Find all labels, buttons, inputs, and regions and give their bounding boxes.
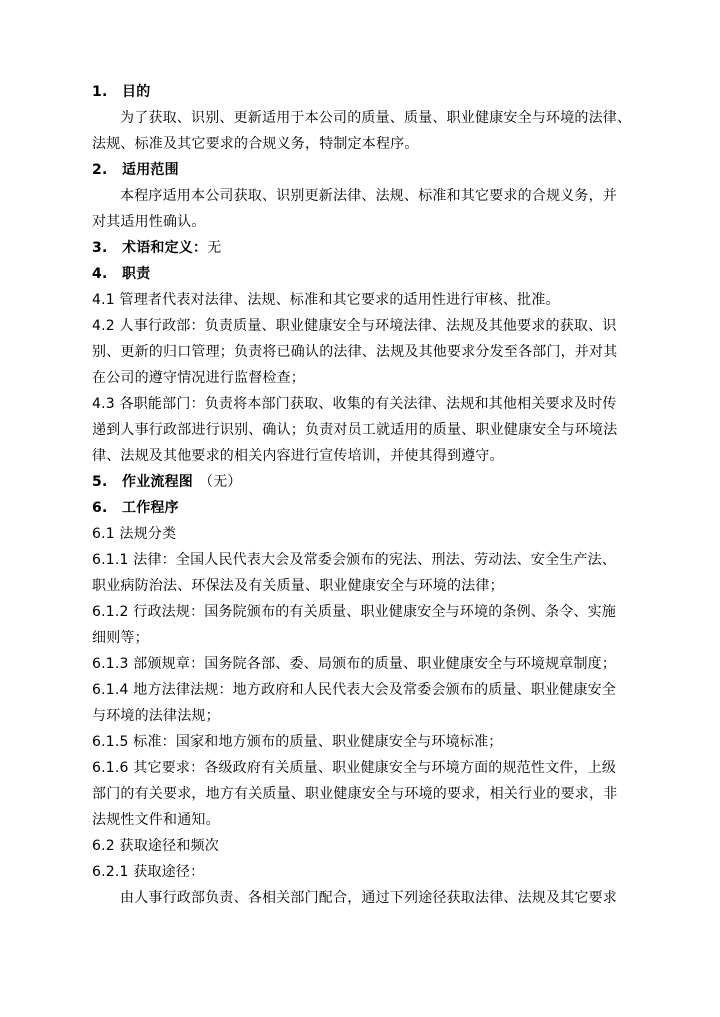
paragraph-line: 为了获取、识别、更新适用于本公司的质量、质量、职业健康安全与环境的法律、 <box>120 110 632 126</box>
paragraph-line: 6.1.6 其它要求：各级政府有关质量、职业健康安全与环境方面的规范性文件，上级 <box>92 760 617 776</box>
paragraph-line: 4.1 管理者代表对法律、法规、标准和其它要求的适用性进行审核、批准。 <box>92 292 560 308</box>
paragraph-line: 法规性文件和通知。 <box>92 812 220 828</box>
paragraph-line: 6.2 获取途径和频次 <box>92 838 219 854</box>
paragraph-line: 6.1.3 部颁规章：国务院各部、委、局颁布的质量、职业健康安全与环境规章制度； <box>92 656 617 672</box>
section-1-heading: 1. 目的 <box>92 84 151 100</box>
paragraph-line: 6.1.2 行政法规：国务院颁布的有关质量、职业健康安全与环境的条例、条令、实施 <box>92 604 617 620</box>
paragraph-line: 别、更新的归口管理；负责将已确认的法律、法规及其他要求分发至各部门，并对其 <box>92 344 618 360</box>
paragraph-line: 由人事行政部负责、各相关部门配合，通过下列途径获取法律、法规及其它要求 <box>120 890 617 906</box>
section-2-heading: 2. 适用范围 <box>92 162 179 178</box>
paragraph-line: 6.1 法规分类 <box>92 526 177 542</box>
paragraph-line: 职业病防治法、环保法及有关质量、职业健康安全与环境的法律； <box>92 578 504 594</box>
paragraph-line: 法规、标准及其它要求的合规义务，特制定本程序。 <box>92 136 419 152</box>
paragraph-line: 递到人事行政部进行识别、确认；负责对员工就适用的质量、职业健康安全与环境法 <box>92 422 618 438</box>
paragraph-line: 对其适用性确认。 <box>92 214 206 230</box>
paragraph-line: 6.2.1 获取途径： <box>92 864 205 880</box>
paragraph-line: 6.1.5 标准：国家和地方颁布的质量、职业健康安全与环境标准； <box>92 734 503 750</box>
section-4-heading: 4. 职责 <box>92 266 151 282</box>
paragraph-line: 4.3 各职能部门：负责将本部门获取、收集的有关法律、法规和其他相关要求及时传 <box>92 396 617 412</box>
paragraph-line: 在公司的遵守情况进行监督检查； <box>92 370 305 386</box>
paragraph-line: 6.1.4 地方法律法规：地方政府和人民代表大会及常委会颁布的质量、职业健康安全 <box>92 682 617 698</box>
paragraph-line: 本程序适用本公司获取、识别更新法律、法规、标准和其它要求的合规义务，并 <box>120 188 617 204</box>
section-5-heading: 5. 作业流程图 （无） <box>92 474 242 490</box>
section-6-heading: 6. 工作程序 <box>92 500 179 516</box>
paragraph-line: 6.1.1 法律：全国人民代表大会及常委会颁布的宪法、刑法、劳动法、安全生产法、 <box>92 552 617 568</box>
paragraph-line: 与环境的法律法规； <box>92 708 220 724</box>
paragraph-line: 律、法规及其他要求的相关内容进行宣传培训，并使其得到遵守。 <box>92 448 504 464</box>
paragraph-line: 部门的有关要求，地方有关质量、职业健康安全与环境的要求，相关行业的要求，非 <box>92 786 618 802</box>
section-3-heading: 3. 术语和定义：无 <box>92 240 222 256</box>
paragraph-line: 4.2 人事行政部：负责质量、职业健康安全与环境法律、法规及其他要求的获取、识 <box>92 318 617 334</box>
paragraph-line: 细则等； <box>92 630 149 646</box>
